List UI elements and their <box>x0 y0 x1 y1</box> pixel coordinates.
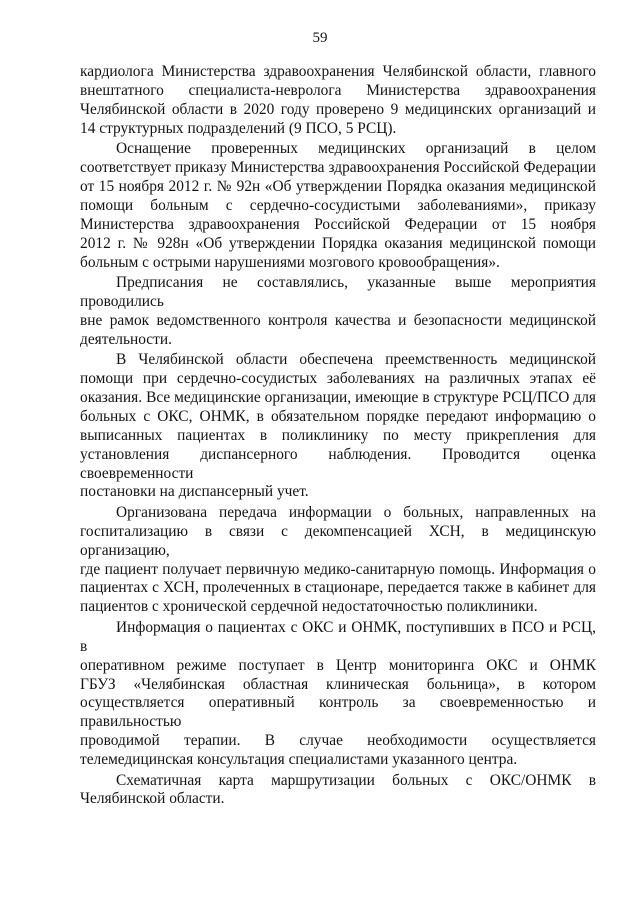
text-line: 14 структурных подразделений (9 ПСО, 5 РСЦ). <box>80 119 397 137</box>
text-line: соответствует приказу Министерства здравоохранения Российской Федерации <box>80 159 596 177</box>
text-line: Схематичная карта маршрутизации больных с ОКС/ОНМК в <box>116 771 596 789</box>
text-line: Челябинской области в 2020 году проверено 9 медицинских организаций и <box>80 100 596 118</box>
text-line: внештатного специалиста-невролога Министерства здравоохранения <box>80 81 596 99</box>
text-line: Министерства здравоохранения Российской Федерации от 15 ноября <box>80 215 596 233</box>
text-line: оказания. Все медицинские организации, имеющие в структуре РСЦ/ПСО для <box>80 388 596 406</box>
text-line: установления диспансерного наблюдения. Проводится оценка своевременности <box>80 445 596 482</box>
text-line: пациентах с ХСН, пролеченных в стационаре, передается также в кабинет для <box>80 579 596 597</box>
text-line: деятельности. <box>80 330 172 348</box>
text-line: помощи при сердечно-сосудистых заболеваниях на различных этапах её <box>80 370 596 387</box>
text-line: пациентов с хронической сердечной недостаточностью поликлиники. <box>80 598 538 616</box>
text-line: больным с острыми нарушениями мозгового кровообращения». <box>80 253 500 271</box>
paragraph-4 <box>80 351 596 502</box>
paragraph-7 <box>80 772 596 810</box>
text-line: ГБУЗ «Челябинская областная клиническая больница», в котором <box>80 675 596 693</box>
body-text <box>80 63 596 811</box>
text-line: Предписания не составлялись, указанные выше мероприятия проводились <box>80 273 596 310</box>
text-line: постановки на диспансерный учет. <box>80 483 309 501</box>
text-line: Информация о пациентах с ОКС и ОНМК, поступивших в ПСО и РСЦ, в <box>80 618 596 655</box>
text-line: осуществляется оперативный контроль за своевременностью и правильностью <box>80 694 596 731</box>
text-line: выписанных пациентах в поликлинику по месту прикрепления для <box>80 426 596 444</box>
text-line: госпитализацию в связи с декомпенсацией ХСН, в медицинскую организацию, <box>80 522 596 559</box>
text-line: вне рамок ведомственного контроля качества и безопасности медицинской <box>80 311 596 329</box>
paragraph-5 <box>80 504 596 617</box>
text-line: Организована передача информации о больных, направленных на <box>116 503 596 521</box>
paragraph-3 <box>80 274 596 350</box>
text-line: больных с ОКС, ОНМК, в обязательном порядке передают информацию о <box>80 407 596 425</box>
paragraph-6 <box>80 619 596 770</box>
text-line: кардиолога Министерства здравоохранения Челябинской области, главного <box>80 63 596 80</box>
text-line: где пациент получает первичную медико-санитарную помощь. Информация о <box>80 560 596 578</box>
text-line: оперативном режиме поступает в Центр мониторинга ОКС и ОНМК <box>80 656 596 674</box>
text-line: В Челябинской области обеспечена преемственность медицинской <box>116 351 596 369</box>
page-number: 59 <box>312 30 328 46</box>
text-line: проводимой терапии. В случае необходимости осуществляется <box>80 732 596 750</box>
paragraph-2 <box>80 140 596 272</box>
text-line: телемедицинская консультация специалистами указанного центра. <box>80 751 518 769</box>
text-line: Челябинской области. <box>80 790 225 808</box>
text-line: 2012 г. № 928н «Об утверждении Порядка оказания медицинской помощи <box>80 234 596 252</box>
text-line: от 15 ноября 2012 г. № 92н «Об утверждении Порядка оказания медицинской <box>80 177 596 195</box>
text-line: Оснащение проверенных медицинских организаций в целом <box>116 140 596 158</box>
paragraph-1 <box>80 63 596 139</box>
text-line: помощи больным с сердечно-сосудистыми заболеваниями», приказу <box>80 196 596 214</box>
